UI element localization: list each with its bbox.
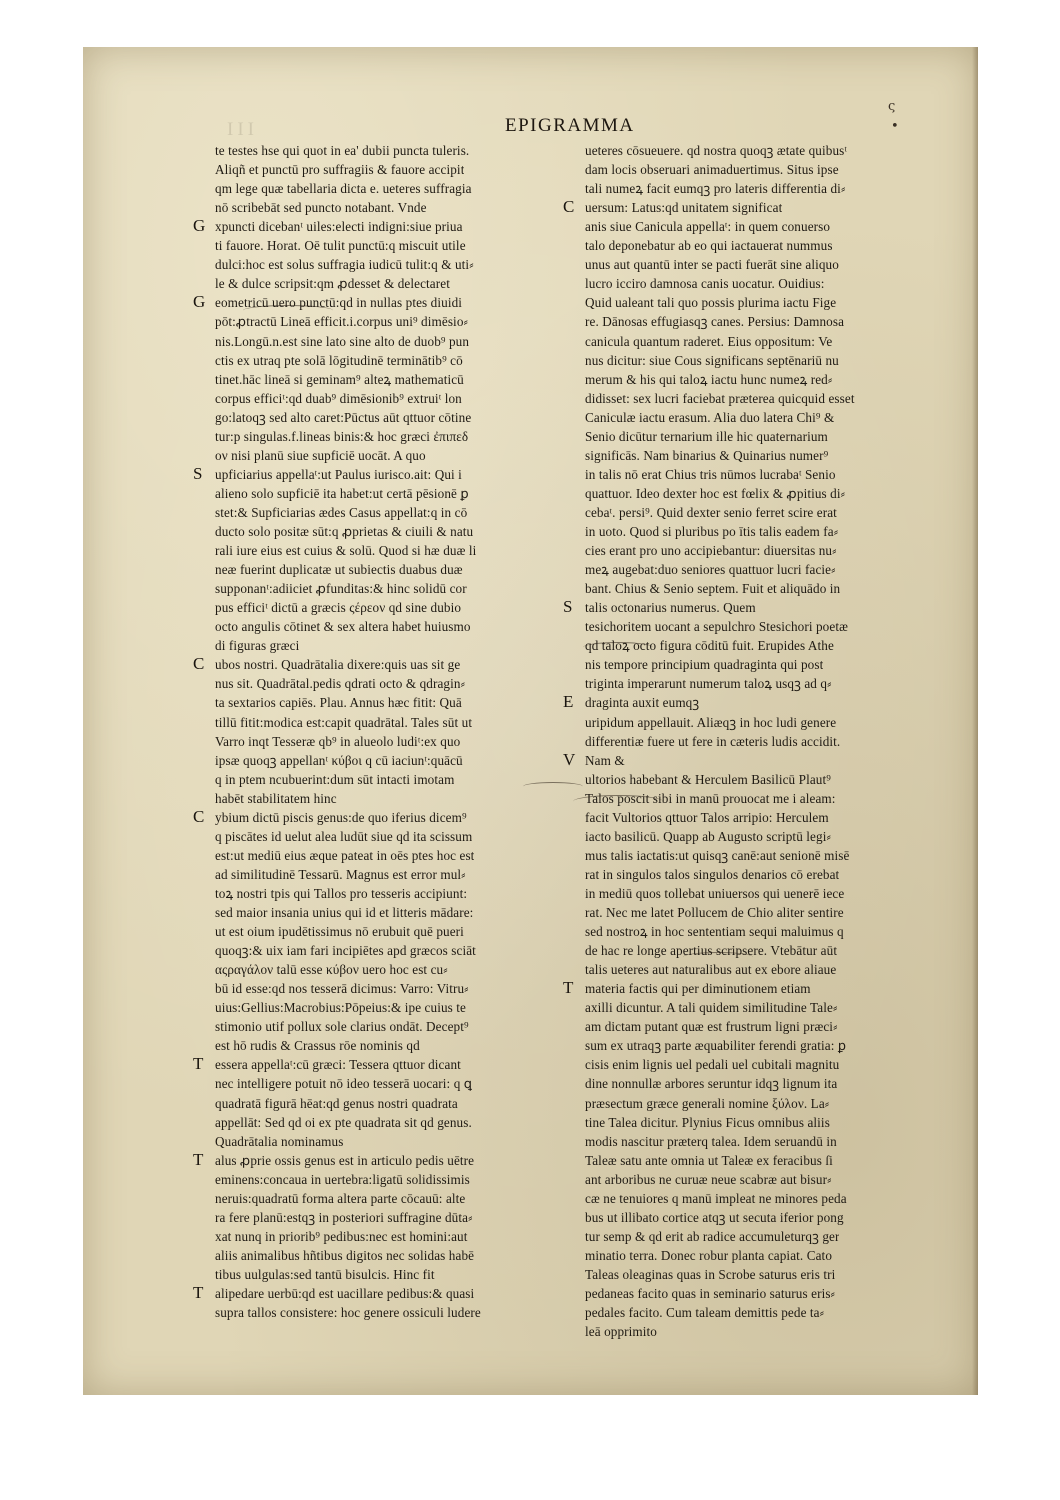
initial-letter: T	[563, 978, 574, 998]
text-line: tesichoritem uocant a sepulchro Stesichori poetæ	[585, 619, 848, 635]
text-line: iacto basilicū. Quapp ab Augusto scriptū legi⸗	[585, 828, 831, 844]
text-line: talis ueteres aut naturalibus aut ex ebore aliaue	[585, 962, 837, 978]
text-line: cebaᵗ. persi⁹. Quid dexter senio ferret scire erat	[585, 504, 837, 520]
text-line: anis siue Canicula appellaᵗ: in quem conuerso	[585, 219, 831, 235]
text-line: ta sextarios capiēs. Plau. Annus hæc fitit: Quā	[215, 695, 462, 711]
text-line: tinet.hāc lineā si geminam⁹ alteꝝ mathematicū	[215, 371, 464, 387]
text-line: ti fauore. Horat. Oē tulit punctū:q miscuit utile	[215, 238, 466, 254]
initial-letter: G	[193, 292, 206, 312]
text-line: essera appellaᵗ:cū græci: Tessera qttuor dicant	[215, 1057, 461, 1073]
text-line: ον nisi planū siue supficiē uocāt. A quo	[215, 447, 426, 463]
text-line: uius:Gellius:Macrobius:Pōpeius:& ipe cuius te	[215, 1000, 467, 1016]
text-line: nis tempore principium quadraginta qui post	[585, 657, 824, 673]
initial-letter: C	[563, 197, 575, 217]
text-line: de hac re longe apertius scripsere. Vtebātur aūt	[585, 943, 838, 959]
text-line: talo deponebatur ab eo qui iactauerat nummus	[585, 238, 833, 254]
text-line: Quid ualeant tali quo possis plurima iactu Fige	[585, 295, 837, 311]
text-line: alipedare uerbū:qd est uacillare pedibus:& quasi	[215, 1286, 475, 1301]
text-line: tali numeꝝ facit eumqꝫ pro lateris differentia di⸗	[585, 181, 846, 197]
text-line: lucro icciro damnosa canis uocatur. Ouidius:	[585, 276, 825, 292]
text-line: modis nascitur præterq talea. Idem seruandū in	[585, 1133, 837, 1149]
initial-letter: V	[563, 749, 576, 769]
text-line: ybium dictū piscis genus:de quo iferius dicem⁹	[215, 809, 467, 825]
text-line: ant arboribus ne curuæ neue scabræ aut bisur⸗	[585, 1171, 832, 1187]
text-line: alieno solo supficiē ita habet:ut certā pēsionē ꝑ	[215, 485, 469, 501]
text-line: dulci:hoc est solus suffragia iudicū tulit:q & uti⸗	[215, 257, 474, 273]
text-line: rat in singulos talos singulos denarios cō erebat	[585, 866, 840, 882]
text-line: facit Vultorios qttuor Talos arripio: Herculem	[585, 809, 829, 825]
running-head: EPIGRAMMA	[505, 115, 635, 136]
text-line: Talos poscit sibi in manū prouocat me i aleam:	[585, 790, 836, 806]
text-line: Taleas oleaginas quas in Scrobe saturus eris tri	[585, 1266, 836, 1282]
text-line: ipsæ quoqꝫ appellanᵗ κύβοι q cū iaciunᵗ:quācū	[215, 752, 463, 768]
text-line: nus sit. Quadrātal.pedis qdrati octo & qdragin⸗	[215, 676, 466, 692]
text-line: didisset: sex lucri faciebat præterea quicquid esset	[585, 390, 855, 406]
text-line: tur semp & qd erit ab radice accumuleturqꝫ ger	[585, 1228, 840, 1244]
initial-letter: C	[193, 654, 205, 674]
initial-letter: S	[563, 597, 573, 617]
text-line: in talis nō erat Chius tris nūmos lucrabaᵗ Senio	[585, 466, 836, 482]
ink-scribble	[683, 952, 753, 962]
text-line: est hō rudis & Crassus rōe nominis qd	[215, 1038, 420, 1054]
text-line: eminens:concaua in uertebra:ligatū solidissimis	[215, 1171, 470, 1187]
text-line: ueteres cōsueuere. qd nostra quoqꝫ ætate quibusᵗ	[585, 143, 847, 158]
text-line: pedaneas facito quas in seminario saturus eris⸗	[585, 1286, 836, 1301]
text-line: ultorios habebant & Herculem Basilicū Plaut⁹	[585, 771, 831, 787]
ink-scribble	[583, 642, 653, 653]
text-line: q piscātes id uelut alea ludūt siue qd ita scissum	[215, 828, 473, 844]
text-line: pus efficiᵗ dictū a græcis ςέρεον qd sine dubio	[215, 600, 462, 616]
text-line: Taleæ satu ante omnia ut Taleæ ex feracibus ſi	[585, 1152, 833, 1168]
text-line: significās. Nam binarius & Quinarius numer⁹	[585, 447, 829, 463]
ink-scribble	[243, 305, 333, 316]
text-line: est:ut mediū eius æque pateat in oēs ptes hoc est	[215, 847, 475, 863]
text-line: tibus uulgulas:sed tantū bisulcis. Hinc fit	[215, 1266, 435, 1282]
text-line: cies erant pro uno accipiebantur: diuersitas nu⸗	[585, 543, 837, 559]
text-line: ubos nostri. Quadrātalia dixere:quis uas sit ge	[215, 657, 461, 673]
text-line: in mediū quos tollebat uniuersos qui uenerē iece	[585, 885, 845, 901]
ink-scribble	[573, 795, 663, 808]
initial-letter: G	[193, 216, 206, 236]
text-line: supra tallos consistere: hoc genere ossiculi ludere	[215, 1305, 481, 1321]
text-line: eometricū uero punctū:qd in nullas ptes diuidi	[215, 295, 463, 311]
text-line: nus dicitur: siue Cous significans septēnariū nu	[585, 352, 839, 368]
text-line: quadratā figurā hēat:qd genus nostri quadrata	[215, 1095, 458, 1111]
text-line: bus ut illibato cortice atqꝫ ut secuta iferior pong	[585, 1209, 844, 1225]
text-line: canicula quantum raderet. Eius oppositum: Ve	[585, 333, 833, 349]
text-line: aliis animalibus hñtibus digitos nec solidas habē	[215, 1247, 475, 1263]
page-edge-shadow	[972, 47, 978, 1395]
text-line: am dictam putant quæ est frustrum ligni præci⸗	[585, 1019, 838, 1035]
text-line: mus talis iactatis:ut quisqꝫ canē:aut senionē misē	[585, 847, 850, 863]
text-line: supponanᵗ:adiiciet ꝓfunditas:& hinc solidū cor	[215, 581, 467, 597]
manuscript-page	[83, 47, 978, 1395]
text-line: dam locis obseruari animaduertimus. Situs ipse	[585, 162, 839, 178]
text-line: Aliqñ et punctū pro suffragiis & fauore accipit	[215, 162, 465, 178]
text-line: qd taloꝝ octo figura cōditū fuit. Erupides Athe	[585, 638, 834, 654]
text-line: dine nonnullæ arbores seruntur idqꝫ lignum ita	[585, 1076, 838, 1092]
text-line: uersum: Latus:qd unitatem significat	[585, 200, 783, 216]
text-line: meꝝ augebat:duo seniores quattuor lucri facie⸗	[585, 562, 836, 578]
text-line: qm lege quæ tabellaria dicta e. ueteres suffragia	[215, 181, 472, 197]
text-line: go:latoqꝫ sed alto caret:Pūctus aūt qttuor cōtine	[215, 409, 472, 425]
text-line: ra fere planū:estqꝫ in posteriori suffragine dūta⸗	[215, 1209, 473, 1225]
initial-letter: E	[563, 692, 574, 712]
text-line: cæ ne tenuiores q manū impleat ne minores peda	[585, 1190, 847, 1206]
text-line: merum & his qui taloꝝ iactu hunc numeꝝ red⸗	[585, 371, 833, 387]
text-line: nis.Longū.n.est sine lato sine alto de duob⁹ pun	[215, 333, 470, 349]
text-line: triginta imperarunt numerum taloꝝ usqꝫ ad q⸗	[585, 676, 832, 692]
text-line: Varro inqt Tesseræ qb⁹ in alueolo ludiᵗ:ex quo	[215, 733, 461, 749]
text-line: differentiæ fuere ut fere in cæteris ludis accidit.	[585, 733, 841, 749]
text-line: re. Dānosas effugiasqꝫ canes. Persius: Damnosa	[585, 314, 845, 330]
text-line: materia factis qui per diminutionem etiam	[585, 981, 811, 997]
text-line: xpuncti dicebanᵗ uiles:electi indigni:siue priua	[215, 219, 463, 235]
text-line: habēt stabilitatem hinc	[215, 790, 337, 806]
text-line: ctis ex utraq pte solā lōgitudinē terminātib⁹ cō	[215, 352, 463, 368]
text-line: le & dulce scripsit:qm ꝓdesset & delectaret	[215, 276, 450, 292]
text-line: sum ex utraqꝫ parte æquabiliter ferendi gratia: ꝑ	[585, 1038, 847, 1054]
text-line: corpus efficiᵗ:qd duab⁹ dimēsionib⁹ extruiᵗ lon	[215, 390, 462, 406]
text-line: bū id esse:qd nos tesserā dicimus: Varro: Vitru⸗	[215, 981, 469, 997]
text-line: uripidum appellauit. Aliæqꝫ in hoc ludi genere	[585, 714, 837, 730]
text-line: bant. Chius & Senio septem. Fuit et aliquādo in	[585, 581, 841, 597]
text-line: ad similitudinē Tessarū. Magnus est error mul⸗	[215, 866, 466, 882]
initial-letter: T	[193, 1149, 204, 1169]
text-line: appellāt: Sed qd oi ex pte quadrata sit qd genus.	[215, 1114, 472, 1130]
text-line: rali iure eius est cuius & solū. Quod si hæ duæ li	[215, 543, 477, 559]
text-line: nec intelligere potuit nō ideo tesserā uocari: q ꝗ	[215, 1076, 473, 1092]
text-line: tur:p singulas.f.lineas binis:& hoc græci ἐπιπεδ	[215, 428, 469, 444]
text-line: alus ꝓprie ossis genus est in articulo pedis uētre	[215, 1152, 475, 1168]
text-line: q in ptem ncubuerint:dum sūt intacti imotam	[215, 771, 455, 787]
text-line: upficiarius appellaᵗ:ut Paulus iurisco.ait: Qui i	[215, 466, 462, 482]
text-line: ut est oium ipudētissimus nō erubuit quē pueri	[215, 924, 464, 940]
text-line: Nam &	[585, 752, 625, 768]
bleed-through-text: III	[227, 119, 258, 140]
text-line: præsectum græce generali nomine ξύλον. La⸗	[585, 1095, 830, 1111]
text-line: Quadrātalia nominamus	[215, 1133, 344, 1149]
text-line: octo angulis cōtinet & sex altera habet huiusmo	[215, 619, 471, 635]
text-line: talis octonarius numerus. Quem	[585, 600, 756, 616]
text-line: ducto solo positæ sūt:q ꝓprietas & ciuili & natu	[215, 524, 474, 539]
text-line: pōt:ꝓtractū Lineā efficit.i.corpus uni⁹ dimēsio⸗	[215, 314, 469, 330]
text-line: stimonio utif pollux sole clarius ondāt. Decept⁹	[215, 1019, 469, 1035]
text-line: neæ fuerint duplicatæ ut subiectis duabus duæ	[215, 562, 463, 578]
text-line: leā opprimito	[585, 1324, 657, 1340]
margin-mark: •	[891, 119, 899, 134]
text-line: cisis enim lignis uel pedali uel cubitali magnitu	[585, 1057, 840, 1073]
text-line: sed nostroꝝ in hoc sententiam sequi maluimus q	[585, 924, 844, 940]
text-line: minatio terra. Donec robur planta capiat. Cato	[585, 1247, 833, 1263]
initial-letter: C	[193, 806, 205, 826]
margin-mark: ς	[888, 99, 896, 114]
text-line: quoqꝫ:& uix iam fari incipiētes apd græcos sciāt	[215, 943, 476, 959]
text-line: stet:& Supficiarias ædes Casus appellat:q in cō	[215, 504, 468, 520]
text-line: te testes hse qui quot in ea' dubii puncta tuleris.	[215, 143, 470, 158]
text-line: pedales facito. Cum taleam demittis pede ta⸗	[585, 1305, 825, 1321]
text-line: sed maior insania unius qui id et litteris mādare:	[215, 905, 474, 920]
initial-letter: T	[193, 1054, 204, 1074]
text-line: Caniculæ iactu erasum. Alia duo latera Chi⁹ &	[585, 409, 835, 425]
text-line: draginta auxit eumqꝫ	[585, 695, 700, 711]
text-line: αςραγάλον talū esse κύβον uero hoc est cu⸗	[215, 962, 448, 978]
text-line: tine Talea dicitur. Plynius Ficus omnibus aliis	[585, 1114, 830, 1130]
initial-letter: T	[193, 1283, 204, 1302]
text-line: xat nunq in priorib⁹ pedibus:nec est homini:aut	[215, 1228, 468, 1244]
text-line: toꝝ nostri tpis qui Tallos pro tesseris accipiunt:	[215, 885, 468, 901]
text-line: tillū fitit:modica est:capit quadrātal. Tales sūt ut	[215, 714, 473, 730]
text-line: in uoto. Quod si pluribus po ītis talis eadem fa⸗	[585, 524, 839, 539]
text-line: rat. Nec me latet Pollucem de Chio aliter sentire	[585, 905, 844, 920]
ink-scribble	[523, 782, 583, 791]
text-line: unus aut quantū inter se pacti fuerāt sine aliquo	[585, 257, 839, 273]
text-line: Senio dicūtur ternarium ille hic quaternarium	[585, 428, 828, 444]
initial-letter: S	[193, 463, 203, 483]
text-line: nō scribebāt sed puncto notabant. Vnde	[215, 200, 427, 216]
text-line: neruis:quadratū forma altera parte cōcauū: alte	[215, 1190, 466, 1206]
text-line: axilli dicuntur. A tali quidem similitudine Tale⸗	[585, 1000, 838, 1016]
text-line: quattuor. Ideo dexter hoc est fœlix & ꝓpitius di⸗	[585, 485, 846, 501]
text-line: di figuras græci	[215, 638, 300, 654]
